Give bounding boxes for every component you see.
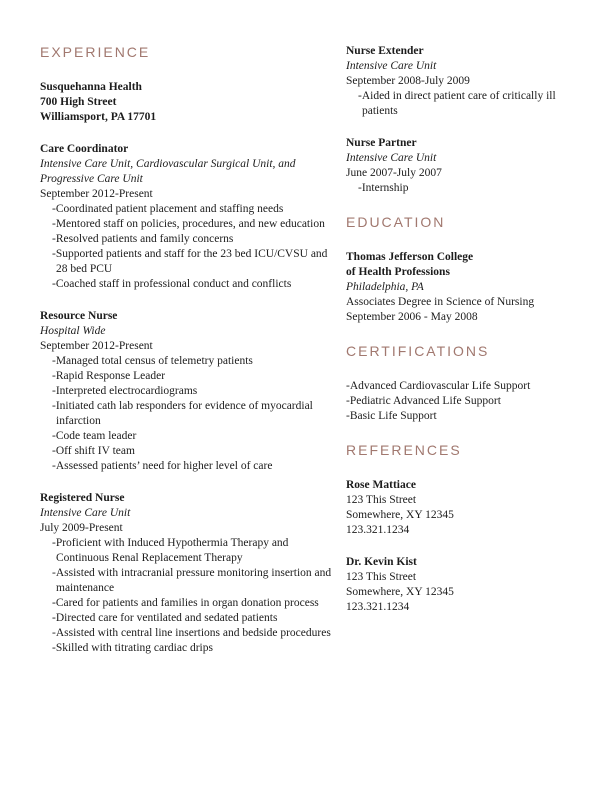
- school-name-line2: of Health Professions: [346, 266, 450, 278]
- job-unit: Intensive Care Unit: [40, 507, 131, 519]
- job-title: Nurse Partner: [346, 137, 417, 149]
- job-bullet: -Managed total census of telemetry patients: [52, 355, 253, 367]
- job-bullet: -Interpreted electrocardiograms: [52, 385, 198, 397]
- job-bullet: -Supported patients and staff for the 23 bed ICU/CVSU and 28 bed PCU: [52, 248, 328, 275]
- job-bullet-list: [346, 89, 592, 119]
- reference-phone: 123.321.1234: [346, 524, 410, 536]
- job-dates: June 2007-July 2007: [346, 167, 442, 179]
- education-dates: September 2006 - May 2008: [346, 311, 478, 323]
- job-bullet: -Coordinated patient placement and staffing needs: [52, 203, 284, 215]
- degree: Associates Degree in Science of Nursing: [346, 296, 535, 308]
- certification-item: -Basic Life Support: [346, 410, 437, 422]
- job-dates: July 2009-Present: [40, 522, 123, 534]
- employer-block: [40, 80, 334, 125]
- job-title: Resource Nurse: [40, 310, 118, 322]
- experience-section-heading: EXPERIENCE: [40, 44, 151, 60]
- job-bullet-list: [40, 536, 334, 656]
- education-section-heading: EDUCATION: [346, 214, 446, 230]
- job-bullet: -Rapid Response Leader: [52, 370, 166, 382]
- right-column: [346, 44, 592, 615]
- job-unit: Intensive Care Unit: [346, 152, 437, 164]
- job-unit: Hospital Wide: [40, 325, 106, 337]
- school-location: Philadelphia, PA: [346, 281, 424, 293]
- job-bullet-list: [346, 181, 592, 196]
- job-unit: Intensive Care Unit: [346, 60, 437, 72]
- education-entry: [346, 250, 592, 325]
- job-bullet: -Coached staff in professional conduct and conflicts: [52, 278, 292, 290]
- certifications-section-heading: CERTIFICATIONS: [346, 343, 490, 359]
- job-bullet: -Assisted with intracranial pressure monitoring insertion and maintenance: [52, 567, 332, 594]
- reference-entry: [346, 555, 592, 615]
- employer-city: Williamsport, PA 17701: [40, 111, 157, 123]
- job-bullet: -Cared for patients and families in organ donation process: [52, 597, 319, 609]
- references-section-heading: REFERENCES: [346, 442, 462, 458]
- reference-entry: [346, 478, 592, 538]
- job-bullet: -Skilled with titrating cardiac drips: [52, 642, 213, 654]
- reference-city: Somewhere, XY 12345: [346, 586, 454, 598]
- reference-name: Dr. Kevin Kist: [346, 556, 417, 568]
- certification-item: -Advanced Cardiovascular Life Support: [346, 380, 531, 392]
- certification-item: -Pediatric Advanced Life Support: [346, 395, 501, 407]
- job-bullet: -Directed care for ventilated and sedated patients: [52, 612, 278, 624]
- reference-name: Rose Mattiace: [346, 479, 416, 491]
- job-bullet: -Off shift IV team: [52, 445, 135, 457]
- job-entry-registered-nurse: [40, 491, 334, 656]
- job-bullet: -Mentored staff on policies, procedures, and new education: [52, 218, 325, 230]
- job-bullet: -Aided in direct patient care of critically ill patients: [358, 90, 556, 117]
- job-title: Care Coordinator: [40, 143, 129, 155]
- job-entry-nurse-extender: [346, 44, 592, 119]
- job-dates: September 2012-Present: [40, 340, 153, 352]
- job-title: Registered Nurse: [40, 492, 125, 504]
- job-entry-resource-nurse: [40, 309, 334, 474]
- job-bullet: -Proficient with Induced Hypothermia Therapy and Continuous Renal Replacement Therapy: [52, 537, 289, 564]
- job-dates: September 2012-Present: [40, 188, 153, 200]
- job-bullet-list: [40, 202, 334, 292]
- employer-name: Susquehanna Health: [40, 81, 142, 93]
- job-unit: Intensive Care Unit, Cardiovascular Surgical Unit, and Progressive Care Unit: [40, 158, 296, 185]
- certifications-list: [346, 379, 592, 424]
- job-title: Nurse Extender: [346, 45, 424, 57]
- job-bullet: -Resolved patients and family concerns: [52, 233, 234, 245]
- reference-street: 123 This Street: [346, 571, 417, 583]
- job-bullet: -Code team leader: [52, 430, 137, 442]
- reference-phone: 123.321.1234: [346, 601, 410, 613]
- reference-street: 123 This Street: [346, 494, 417, 506]
- job-bullet-list: [40, 354, 334, 474]
- job-bullet: -Internship: [358, 182, 409, 194]
- employer-street: 700 High Street: [40, 96, 117, 108]
- job-entry-nurse-partner: [346, 136, 592, 196]
- job-dates: September 2008-July 2009: [346, 75, 470, 87]
- left-column: [40, 44, 334, 656]
- school-name-line1: Thomas Jefferson College: [346, 251, 474, 263]
- job-bullet: -Assessed patients’ need for higher level of care: [52, 460, 273, 472]
- job-bullet: -Initiated cath lab responders for evidence of myocardial infarction: [52, 400, 313, 427]
- job-entry-care-coordinator: [40, 142, 334, 292]
- reference-city: Somewhere, XY 12345: [346, 509, 454, 521]
- job-bullet: -Assisted with central line insertions and bedside procedures: [52, 627, 331, 639]
